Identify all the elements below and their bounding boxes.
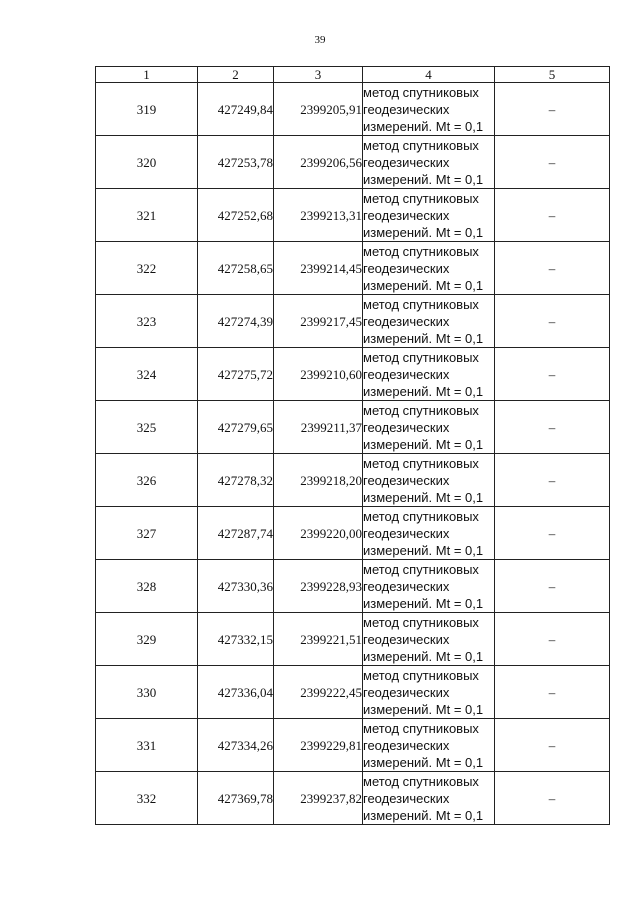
note-cell: – — [495, 242, 610, 295]
method-line: геодезических — [363, 366, 450, 382]
note-cell: – — [495, 560, 610, 613]
y-coordinate-cell: 2399205,91 — [274, 83, 363, 136]
column-header-2: 2 — [198, 67, 274, 83]
point-number-cell: 324 — [96, 348, 198, 401]
method-line: геодезических — [363, 578, 450, 594]
point-number-cell: 319 — [96, 83, 198, 136]
method-cell — [363, 454, 495, 507]
column-header-1: 1 — [96, 67, 198, 83]
note-cell: – — [495, 189, 610, 242]
method-line: измерений. Mt = 0,1 — [363, 595, 484, 611]
method-line: метод спутниковых — [363, 667, 479, 683]
method-line: геодезических — [363, 790, 450, 806]
table-row — [96, 189, 610, 242]
method-line: измерений. Mt = 0,1 — [363, 118, 484, 134]
method-cell — [363, 83, 495, 136]
method-cell — [363, 666, 495, 719]
x-coordinate-cell: 427274,39 — [198, 295, 274, 348]
x-coordinate-cell: 427249,84 — [198, 83, 274, 136]
method-line: измерений. Mt = 0,1 — [363, 383, 484, 399]
y-coordinate-cell: 2399222,45 — [274, 666, 363, 719]
note-cell: – — [495, 772, 610, 825]
x-coordinate-cell: 427275,72 — [198, 348, 274, 401]
column-header-5: 5 — [495, 67, 610, 83]
y-coordinate-cell: 2399229,81 — [274, 719, 363, 772]
table-body — [96, 83, 610, 825]
method-line: метод спутниковых — [363, 137, 479, 153]
method-line: измерений. Mt = 0,1 — [363, 436, 484, 452]
method-line: метод спутниковых — [363, 349, 479, 365]
table-row — [96, 401, 610, 454]
method-line: метод спутниковых — [363, 243, 479, 259]
method-cell — [363, 613, 495, 666]
point-number-cell: 329 — [96, 613, 198, 666]
point-number-cell: 327 — [96, 507, 198, 560]
method-cell — [363, 719, 495, 772]
note-cell: – — [495, 401, 610, 454]
table-row — [96, 613, 610, 666]
note-cell: – — [495, 613, 610, 666]
method-line: метод спутниковых — [363, 773, 479, 789]
y-coordinate-cell: 2399218,20 — [274, 454, 363, 507]
x-coordinate-cell: 427336,04 — [198, 666, 274, 719]
point-number-cell: 332 — [96, 772, 198, 825]
method-cell — [363, 507, 495, 560]
method-line: геодезических — [363, 207, 450, 223]
method-cell — [363, 189, 495, 242]
note-cell: – — [495, 136, 610, 189]
method-line: метод спутниковых — [363, 402, 479, 418]
point-number-cell: 330 — [96, 666, 198, 719]
method-line: метод спутниковых — [363, 508, 479, 524]
point-number-cell: 323 — [96, 295, 198, 348]
point-number-cell: 325 — [96, 401, 198, 454]
x-coordinate-cell: 427369,78 — [198, 772, 274, 825]
method-cell — [363, 401, 495, 454]
method-line: измерений. Mt = 0,1 — [363, 277, 484, 293]
method-cell — [363, 295, 495, 348]
method-line: измерений. Mt = 0,1 — [363, 171, 484, 187]
table-row — [96, 348, 610, 401]
table-row — [96, 295, 610, 348]
method-line: метод спутниковых — [363, 720, 479, 736]
method-line: геодезических — [363, 419, 450, 435]
y-coordinate-cell: 2399211,37 — [274, 401, 363, 454]
method-line: измерений. Mt = 0,1 — [363, 754, 484, 770]
x-coordinate-cell: 427278,32 — [198, 454, 274, 507]
table-row — [96, 772, 610, 825]
note-cell: – — [495, 507, 610, 560]
method-line: метод спутниковых — [363, 561, 479, 577]
method-cell — [363, 136, 495, 189]
method-line: измерений. Mt = 0,1 — [363, 330, 484, 346]
method-line: геодезических — [363, 472, 450, 488]
method-line: метод спутниковых — [363, 455, 479, 471]
method-line: метод спутниковых — [363, 296, 479, 312]
note-cell: – — [495, 666, 610, 719]
method-line: геодезических — [363, 313, 450, 329]
method-cell — [363, 242, 495, 295]
table-row — [96, 454, 610, 507]
table-row — [96, 719, 610, 772]
page-number: 39 — [314, 34, 326, 46]
table-row — [96, 136, 610, 189]
note-cell: – — [495, 348, 610, 401]
x-coordinate-cell: 427258,65 — [198, 242, 274, 295]
y-coordinate-cell: 2399206,56 — [274, 136, 363, 189]
method-line: геодезических — [363, 260, 450, 276]
x-coordinate-cell: 427287,74 — [198, 507, 274, 560]
note-cell: – — [495, 454, 610, 507]
note-cell: – — [495, 83, 610, 136]
point-number-cell: 321 — [96, 189, 198, 242]
point-number-cell: 331 — [96, 719, 198, 772]
method-line: измерений. Mt = 0,1 — [363, 701, 484, 717]
method-line: измерений. Mt = 0,1 — [363, 489, 484, 505]
y-coordinate-cell: 2399214,45 — [274, 242, 363, 295]
point-number-cell: 322 — [96, 242, 198, 295]
y-coordinate-cell: 2399220,00 — [274, 507, 363, 560]
method-line: метод спутниковых — [363, 614, 479, 630]
note-cell: – — [495, 719, 610, 772]
method-cell — [363, 560, 495, 613]
method-line: измерений. Mt = 0,1 — [363, 224, 484, 240]
x-coordinate-cell: 427252,68 — [198, 189, 274, 242]
y-coordinate-cell: 2399237,82 — [274, 772, 363, 825]
table-row — [96, 560, 610, 613]
method-line: геодезических — [363, 154, 450, 170]
method-line: метод спутниковых — [363, 84, 479, 100]
method-line: геодезических — [363, 525, 450, 541]
y-coordinate-cell: 2399213,31 — [274, 189, 363, 242]
method-line: геодезических — [363, 684, 450, 700]
method-cell — [363, 348, 495, 401]
x-coordinate-cell: 427279,65 — [198, 401, 274, 454]
y-coordinate-cell: 2399221,51 — [274, 613, 363, 666]
y-coordinate-cell: 2399210,60 — [274, 348, 363, 401]
table-header-row — [96, 67, 610, 83]
method-cell — [363, 772, 495, 825]
method-line: измерений. Mt = 0,1 — [363, 542, 484, 558]
table-row — [96, 83, 610, 136]
method-line: измерений. Mt = 0,1 — [363, 648, 484, 664]
y-coordinate-cell: 2399228,93 — [274, 560, 363, 613]
method-line: геодезических — [363, 631, 450, 647]
method-line: геодезических — [363, 101, 450, 117]
method-line: геодезических — [363, 737, 450, 753]
method-line: метод спутниковых — [363, 190, 479, 206]
x-coordinate-cell: 427332,15 — [198, 613, 274, 666]
y-coordinate-cell: 2399217,45 — [274, 295, 363, 348]
table-row — [96, 666, 610, 719]
point-number-cell: 320 — [96, 136, 198, 189]
column-header-4: 4 — [363, 67, 495, 83]
column-header-3: 3 — [274, 67, 363, 83]
x-coordinate-cell: 427330,36 — [198, 560, 274, 613]
x-coordinate-cell: 427253,78 — [198, 136, 274, 189]
note-cell: – — [495, 295, 610, 348]
x-coordinate-cell: 427334,26 — [198, 719, 274, 772]
method-line: измерений. Mt = 0,1 — [363, 807, 484, 823]
point-number-cell: 328 — [96, 560, 198, 613]
table-row — [96, 507, 610, 560]
table-row — [96, 242, 610, 295]
point-number-cell: 326 — [96, 454, 198, 507]
coordinates-table — [95, 66, 610, 825]
